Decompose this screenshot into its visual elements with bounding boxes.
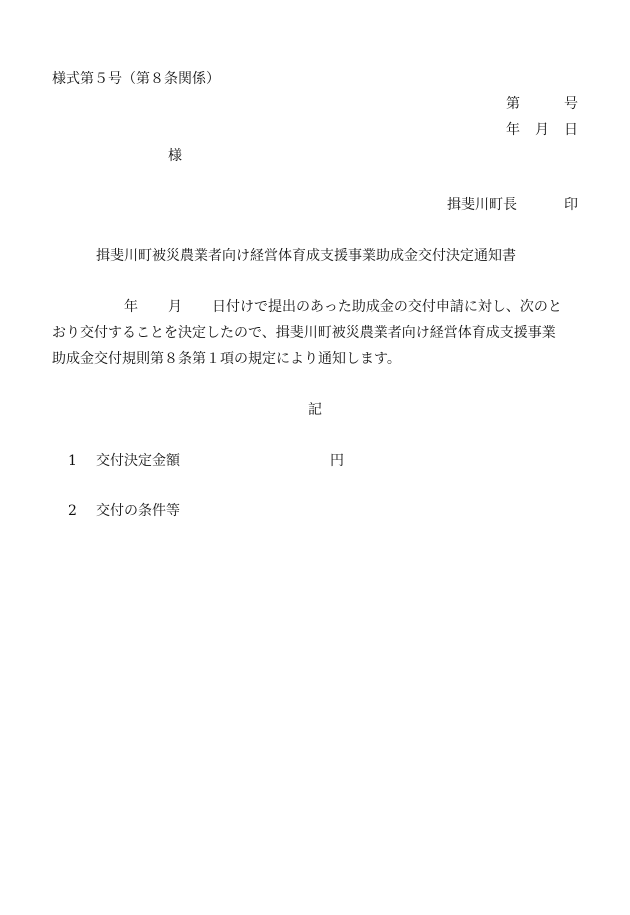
body-year: 年 — [124, 299, 138, 315]
item-1-unit: 円 — [330, 453, 344, 469]
seal-mark: 印 — [564, 197, 578, 213]
body-line1-text: 日付けで提出のあった助成金の交付申請に対し、次のと — [212, 299, 562, 315]
document-number-dai: 第 — [506, 96, 520, 112]
ki-heading: 記 — [308, 402, 322, 418]
recipient-sama: 様 — [168, 148, 182, 164]
body-month: 月 — [168, 299, 182, 315]
sender-name: 揖斐川町長 — [447, 197, 517, 213]
item-1-number: 1 — [68, 453, 77, 469]
item-2-label: 交付の条件等 — [96, 503, 180, 519]
item-1-label: 交付決定金額 — [96, 453, 180, 469]
body-line2-text: おり交付することを決定したので、揖斐川町被災農業者向け経営体育成支援事業 — [52, 325, 556, 341]
body-line3-text: 助成金交付規則第８条第１項の規定により通知します。 — [52, 351, 401, 367]
form-number-label: 様式第５号（第８条関係） — [52, 71, 220, 87]
document-number-go: 号 — [564, 96, 578, 112]
date-day: 日 — [564, 122, 578, 138]
document-title: 揖斐川町被災農業者向け経営体育成支援事業助成金交付決定通知書 — [96, 248, 516, 264]
date-year: 年 — [506, 122, 520, 138]
item-2-number: 2 — [68, 503, 77, 519]
date-month: 月 — [535, 122, 549, 138]
